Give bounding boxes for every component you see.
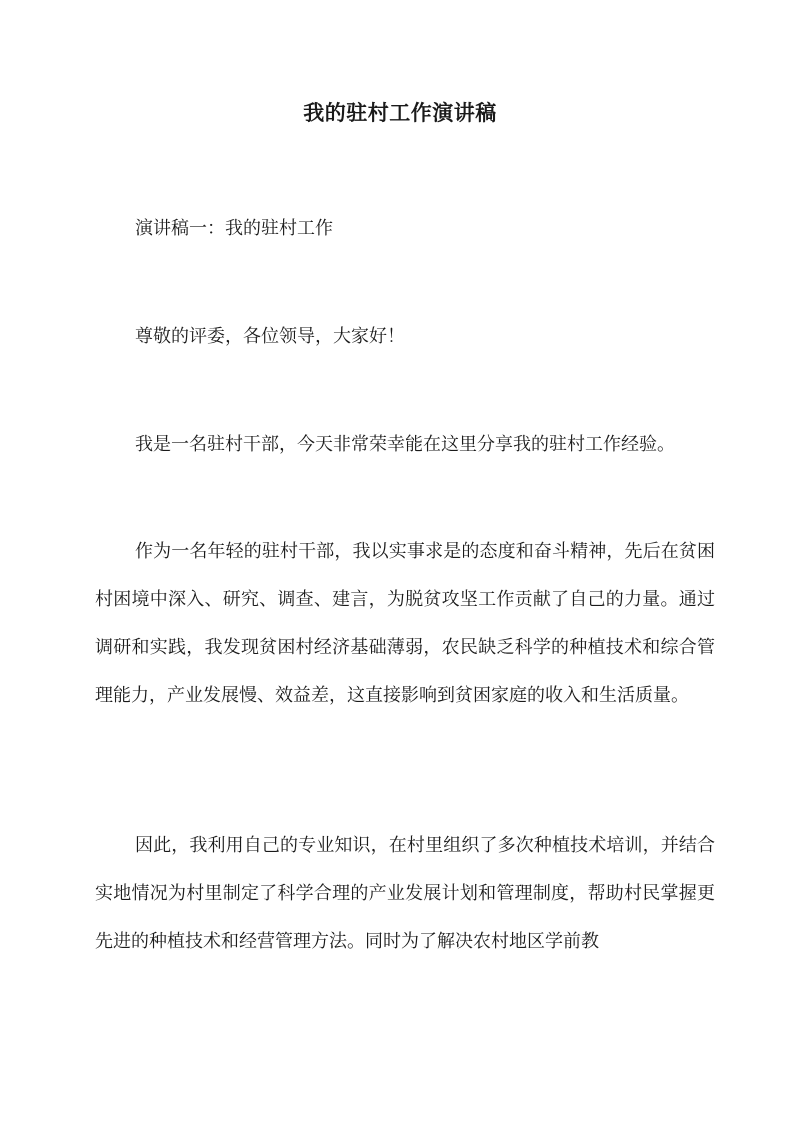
- paragraph-actions: 因此，我利用自己的专业知识，在村里组织了多次种植技术培训，并结合实地情况为村里制定了科学合理的产业发展计划和管理制度，帮助村民掌握更先进的种植技术和经营管理方法。同时为了解决农村地区学前教: [95, 835, 715, 952]
- document-title: 我的驻村工作演讲稿: [303, 100, 497, 125]
- paragraph-introduction: 我是一名驻村干部，今天非常荣幸能在这里分享我的驻村工作经验。: [135, 434, 675, 455]
- paragraph-background: 作为一名年轻的驻村干部，我以实事求是的态度和奋斗精神，先后在贫困村困境中深入、研究、调查、建言，为脱贫攻坚工作贡献了自己的力量。通过调研和实践，我发现贫困村经济基础薄弱，农民缺乏科学的种植技术和综合管理能力，产业发展慢、效益差，这直接影响到贫困家庭的收入和生活质量。: [95, 541, 715, 706]
- paragraph-speech-heading: 演讲稿一：我的驻村工作: [135, 218, 333, 239]
- paragraph-greeting: 尊敬的评委，各位领导，大家好！: [135, 326, 405, 347]
